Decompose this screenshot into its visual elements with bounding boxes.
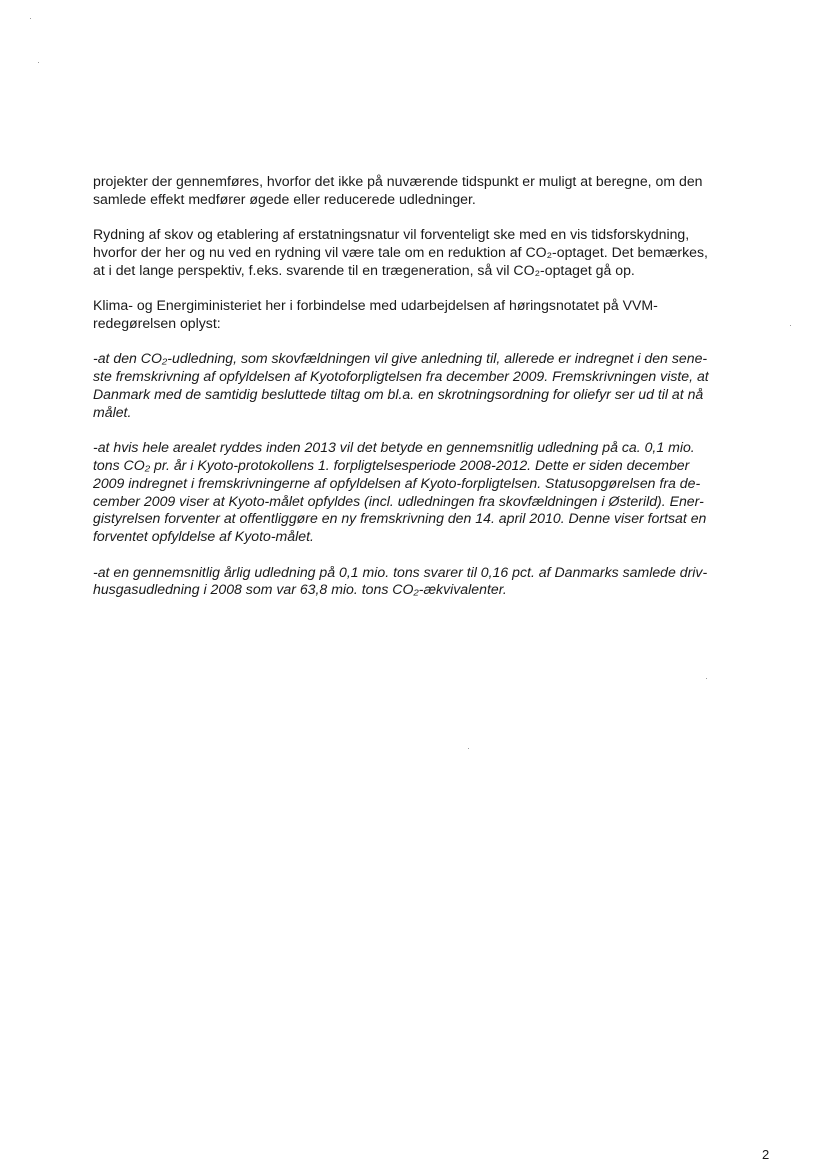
text-line: samlede effekt medfører øgede eller reducerede udledninger. xyxy=(93,190,476,207)
paragraph xyxy=(93,173,773,209)
text-line: Rydning af skov og etablering af erstatningsnatur vil forventeligt ske med en vis tidsforskydning, xyxy=(93,226,690,243)
paragraph xyxy=(93,226,773,279)
body-text xyxy=(93,173,773,617)
scan-speck xyxy=(38,62,39,63)
scan-speck xyxy=(468,748,469,749)
text-line: -at hvis hele arealet ryddes inden 2013 vil det betyde en gennemsnitlig udledning på ca. 0,1 mio. xyxy=(93,439,695,456)
scan-speck xyxy=(706,678,707,679)
text-line: at i det lange perspektiv, f.eks. svarende til en trægeneration, så vil CO₂-optaget gå op. xyxy=(93,261,635,278)
text-line: -at en gennemsnitlig årlig udledning på 0,1 mio. tons svarer til 0,16 pct. af Danmarks samlede driv- xyxy=(93,563,708,580)
text-line: målet. xyxy=(93,403,132,420)
text-line: husgasudledning i 2008 som var 63,8 mio. tons CO₂-ækvivalenter. xyxy=(93,581,507,598)
text-line: hvorfor der her og nu ved en rydning vil være tale om en reduktion af CO₂-optaget. Det bemærkes, xyxy=(93,243,708,260)
text-line: Klima- og Energiministeriet her i forbindelse med udarbejdelsen af høringsnotatet på VVM- xyxy=(93,297,658,314)
text-line: 2009 indregnet i fremskrivningerne af opfyldelsen af Kyoto-forpligtelsen. Statusopgørelsen fra de- xyxy=(93,474,701,491)
quoted-paragraph xyxy=(93,439,773,546)
quoted-paragraph xyxy=(93,350,773,421)
page-number: 2 xyxy=(762,1147,770,1162)
text-line: -at den CO₂-udledning, som skovfældningen vil give anledning til, allerede er indregnet i den sene- xyxy=(93,350,708,367)
text-line: redegørelsen oplyst: xyxy=(93,314,221,331)
text-line: gistyrelsen forventer at offentliggøre en ny fremskrivning den 14. april 2010. Denne viser fortsat en xyxy=(93,510,707,527)
text-line: tons CO₂ pr. år i Kyoto-protokollens 1. forpligtelsesperiode 2008-2012. Dette er siden december xyxy=(93,456,690,473)
scan-speck xyxy=(30,18,31,19)
text-line: Danmark med de samtidig besluttede tiltag om bl.a. en skrotningsordning for oliefyr ser ud til at nå xyxy=(93,385,704,402)
text-line: ste fremskrivning af opfyldelsen af Kyotoforpligtelsen fra december 2009. Fremskrivningen viste, at xyxy=(93,368,709,385)
text-line: cember 2009 viser at Kyoto-målet opfyldes (incl. udledningen fra skovfældningen i Østerild). Ener- xyxy=(93,492,704,509)
scan-speck xyxy=(790,325,791,326)
paragraph xyxy=(93,297,773,333)
quoted-paragraph xyxy=(93,564,773,600)
text-line: projekter der gennemføres, hvorfor det ikke på nuværende tidspunkt er muligt at beregne, om den xyxy=(93,173,703,189)
text-line: forventet opfyldelse af Kyoto-målet. xyxy=(93,528,314,545)
